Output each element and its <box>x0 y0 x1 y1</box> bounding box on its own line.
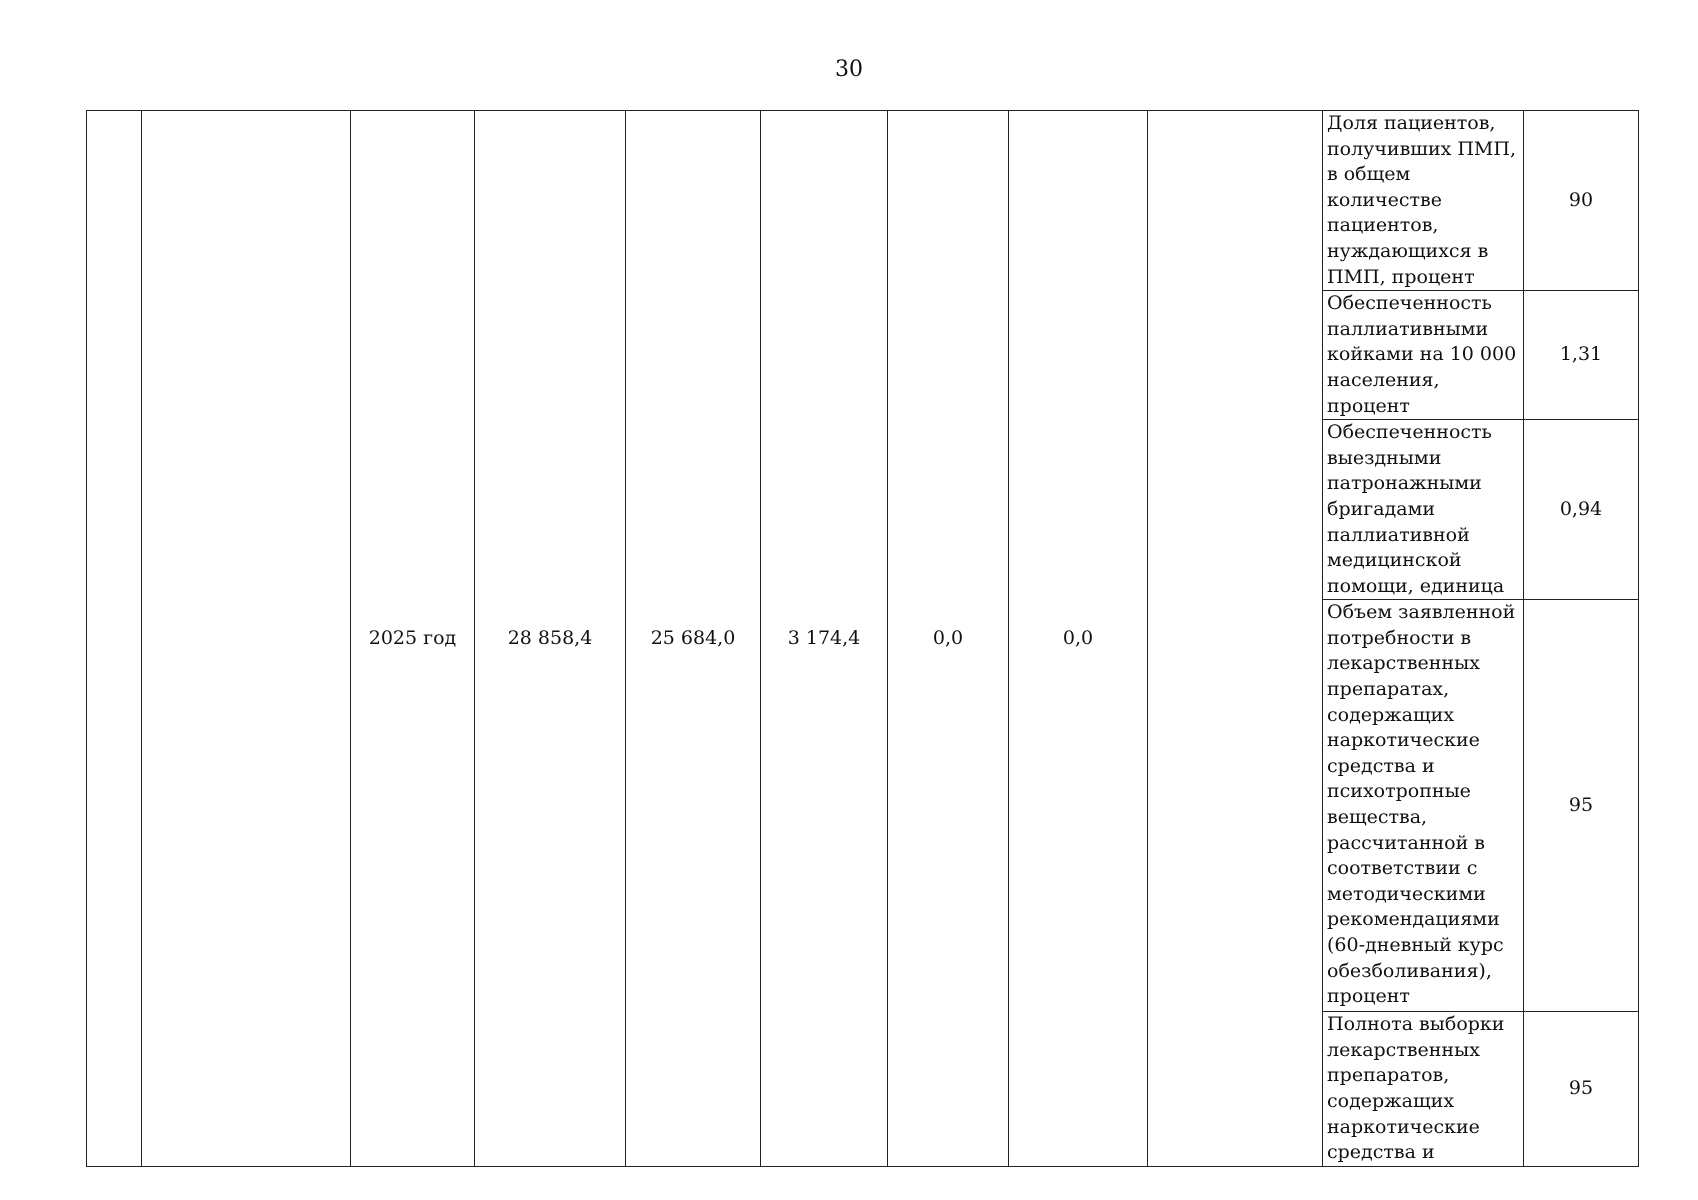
regional-budget-cell: 3 174,4 <box>761 111 888 1167</box>
year-cell: 2025 год <box>351 111 475 1167</box>
indicator-value: 0,94 <box>1524 420 1639 600</box>
indicator-name: Объем заявленной потребности в лекарственных препаратах, содержащих наркотические средства и психотропные вещества, рассчитанной в соответствии с методическими рекомендациями (60-дневный курс обезболивания), процент <box>1323 600 1524 1012</box>
extrabudget-cell: 0,0 <box>1009 111 1148 1167</box>
budget-table <box>86 110 1639 1167</box>
federal-budget-cell: 25 684,0 <box>626 111 761 1167</box>
indicator-name: Обеспеченность паллиативными койками на 10 000 населения, процент <box>1323 291 1524 420</box>
indicator-value: 90 <box>1524 111 1639 291</box>
indicator-name: Полнота выборки лекарственных препаратов, содержащих наркотические средства и <box>1323 1012 1524 1167</box>
indicator-value: 1,31 <box>1524 291 1639 420</box>
indicator-name: Обеспеченность выездными патронажными бригадами паллиативной медицинской помощи, единица <box>1323 420 1524 600</box>
indicator-value: 95 <box>1524 600 1639 1012</box>
page-number: 30 <box>835 57 863 82</box>
measure-name-cell <box>142 111 351 1167</box>
indicator-name: Доля пациентов, получивших ПМП, в общем количестве пациентов, нуждающихся в ПМП, процент <box>1323 111 1524 291</box>
local-budget-cell: 0,0 <box>888 111 1009 1167</box>
total-cell: 28 858,4 <box>475 111 626 1167</box>
indicator-value: 95 <box>1524 1012 1639 1167</box>
number-cell <box>87 111 142 1167</box>
executor-cell <box>1148 111 1323 1167</box>
